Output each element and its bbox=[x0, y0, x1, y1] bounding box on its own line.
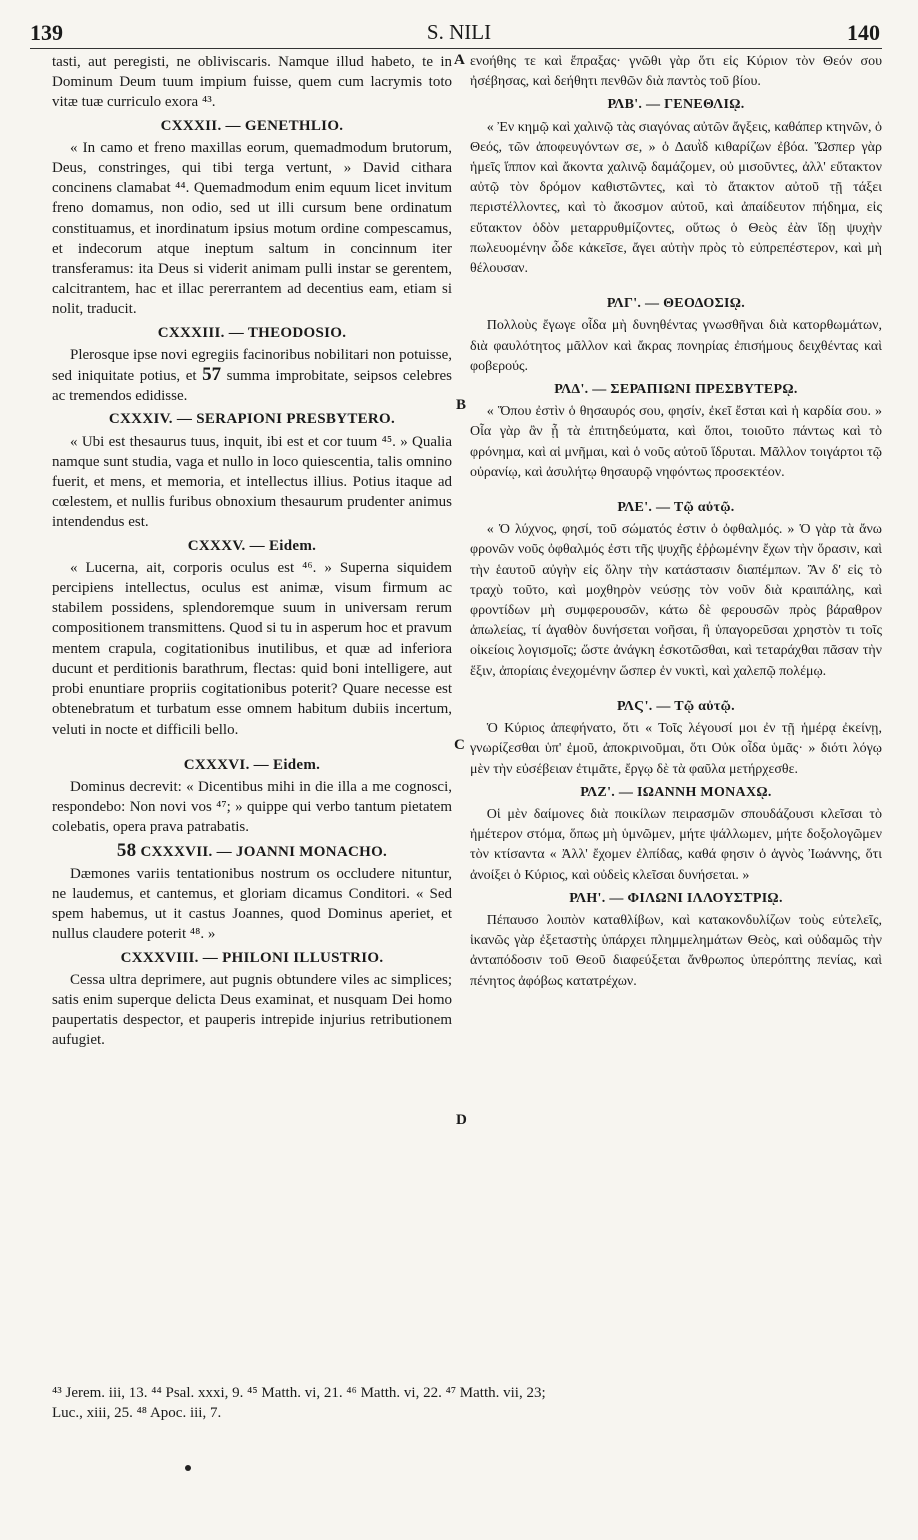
greek-heading-133: ΡΛΓ'. — ΘΕΟΔΟΣΙῼ. bbox=[606, 296, 746, 312]
greek-letter-136: Ὁ Κύριος ἀπεφήνατο, ὅτι « Τοῖς λέγουσί μοι ἐν τῇ ἡμέρᾳ ἐκείνῃ, γνωρίζεσθαι ὑπ' ἐμοῦ, ἀποκρινοῦμαι, ὅτι Οὐκ οἶδα ὑμᾶς· » διότι λόγῳ μὲν τὴν εὐσέβειαν ἐτιμᾶτε, ἔργῳ δὲ τὰ φαῦλα μετήρχεσθε. bbox=[470, 721, 882, 777]
greek-letter-138: Πέπαυσο λοιπὸν καταθλίβων, καὶ κατακονδυλίζων τοὺς εὐτελεῖς, ἱκανῶς γὰρ ἐξεταστὴς ὑπάρχει πλημμελημάτων Θεὸς, καὶ οὐδαμῶς τὴν ἀνταπόδοσιν τοῦ Θεοῦ διαφεύξεται ἄνθρωπος ὑπερόπτης πενίας, καὶ πένητος ἀφόβως κατατρέχων. bbox=[470, 912, 882, 989]
greek-letter-133: Πολλοὺς ἔγωγε οἶδα μὴ δυνηθέντας γνωσθῆναι διὰ κατορθωμάτων, διὰ φαυλότητος μᾶλλον καὶ ἄκρας πονηρίας ἐπισήμους δειχθέντας καὶ φοβερούς. bbox=[470, 318, 882, 374]
header-rule bbox=[30, 48, 882, 49]
greek-letter-134: « Ὅπου ἐστὶν ὁ θησαυρός σου, φησίν, ἐκεῖ ἔσται καὶ ἡ καρδία σου. » Οἷα γὰρ ἂν ᾖ τὰ ἐπιτηδεύματα, καὶ ὅποι, τοιοῦτο πάντως καὶ τὸ φρόνημα, καὶ αἱ μνῆμαι, καὶ ὁ νοῦς αὐτοῦ ἵδρυται. Μᾶλλον τοιγάρτοι τῷ οὐρανίῳ, καὶ ἀσυλήτῳ θησαυρῷ νηφόντως προσεκτέον. bbox=[470, 404, 882, 480]
latin-intro: tasti, aut peregisti, ne obliviscaris. Namque illud habeto, te in Dominum Deum tuum impium fuisse, quem cum lacrymis toto vitæ tuæ curriculo exora ⁴³. bbox=[52, 54, 452, 111]
right-page-number: 140 bbox=[847, 20, 880, 45]
running-title: S. NILI bbox=[426, 20, 492, 44]
greek-letter-135: « Ὁ λύχνος, φησί, τοῦ σώματός ἐστιν ὁ ὀφθαλμός. » Ὁ γὰρ τὰ ἄνω φρονῶν νοῦς ὀφθαλμός ἐστι τῆς ψυχῆς ἐῤῥωμένην ἔχων τὴν ὅρασιν, καὶ τὴν ἑαυτοῦ αὐγὴν εἰς ὅλην τὴν κατάστασιν διαπέμπων. Ἂν δ' εἰς τὸ τραχὺ τοῦτο, καὶ μοχθηρὸν νεύσῃς τὸν νοῦν διὰ κραιπάλης, καὶ φροντίδων μὴ συμφερουσῶν, κάτω δὲ φερουσῶν πρὸς βάραθρον ἀπωλείας, τί ἀγαθὸν δυνήσεται νοῆσαι, ἢ ὑπαγορεῦσαι χρηστὸν τι τοῖς οἰκείοις λογισμοῖς; ὥστε ἀνάγκη ἐσκοτῶσθαι, καὶ τεταράχθαι πᾶσαν τὴν ἕξιν, ἀπορίαις ἐνεχομένην ὥσπερ ἐν νυκτὶ, καὶ χαλεπῷ πολέμῳ. bbox=[470, 522, 882, 679]
column-number-57: 57 bbox=[202, 364, 222, 386]
latin-heading-137 bbox=[52, 841, 452, 862]
greek-heading-132: ΡΛΒ'. — ΓΕΝΕΘΛΙῼ. bbox=[607, 97, 745, 113]
footnote-line-1: ⁴³ Jerem. iii, 13. ⁴⁴ Psal. xxxi, 9. ⁴⁵ Matth. vi, 21. ⁴⁶ Matth. vi, 22. ⁴⁷ Matth. vii, 23; bbox=[52, 1385, 546, 1401]
marker-a: A bbox=[454, 52, 465, 68]
latin-letter-137: Dæmones variis tentationibus nostrum os occludere nituntur, ne laudemus, et cantemus, et gloriam dicamus Conditori. « Sed spem habemus, ut it castus Joannes, quod Dominus aperiet, et nullus claudere poterit ⁴⁸. » bbox=[52, 865, 452, 943]
greek-intro: ενοήθης τε καὶ ἔπραξας· γνῶθι γὰρ ὅτι εἰς Κύριον τὸν Θεόν σου ἠσέβησας, καὶ δεήθητι πενθῶν διὰ παντὸς τοῦ βίου. bbox=[470, 54, 882, 90]
latin-column bbox=[52, 52, 452, 1051]
latin-letter-134: « Ubi est thesaurus tuus, inquit, ibi est et cor tuum ⁴⁵. » Qualia namque sunt studia, vaga et nullo in loco quiescentia, talis omnino fuerit, et mens, et memoria, et intellectus illius. Potius itaque ad cœlestem, et nullis furibus obnoxium thesaurum prudenter animus intendendus est. bbox=[52, 433, 452, 531]
greek-heading-134: ΡΛΔ'. — ΣΕΡΑΠΙΩΝΙ ΠΡΕΣΒΥΤΕΡῼ. bbox=[554, 382, 798, 398]
latin-letter-132: « In camo et freno maxillas eorum, quemadmodum brutorum, Deus, constringes, qui tibi terga vertunt, » David cithara concinens clamabat ⁴⁴. Quemadmodum enim equum licet invitum freno domamus, non odio, sed ut illi cursum bene ordinatum constituamus, et inordinatum ipsius motum ordine compescamus, et indecorum atque ineptum saltum in concinnum iter transferamus: ita Deus si viderit animam pulli instar se gerentem, calcitrantem, hac et illac pererrantem ad decentius eam, etiam si nolit, traducit. bbox=[52, 139, 452, 318]
latin-heading-132: CXXXII. — GENETHLIO. bbox=[160, 117, 344, 134]
latin-letter-136: Dominus decrevit: « Dicentibus mihi in die illa a me cognosci, respondebo: Non novi vos ⁴⁷; » quippe qui verbo tantum pietatem colebatis, opera prava patrabatis. bbox=[52, 778, 452, 836]
latin-heading-134: CXXXIV. — SERAPIONI PRESBYTERO. bbox=[108, 411, 396, 428]
footnotes bbox=[52, 1383, 882, 1423]
latin-letter-133-text-a: Plerosque ipse novi egregiis facinoribus nobilitari non potuisse, sed iniquitate potius, et bbox=[52, 346, 452, 385]
greek-letter-137: Οἱ μὲν δαίμονες διὰ ποικίλων πειρασμῶν σπουδάζουσι κλεῖσαι τὸ ἡμέτερον στόμα, ὅπως μὴ ὑμνῶμεν, μήτε ψάλλωμεν, μήτε δοξολογῶμεν τὸν κτίσαντα « Ἀλλ' ἔχομεν ἐλπίδας, καθά φησιν ὁ ἁγνὸς Ἰωάννης, ὅτι ἀνοίξει ὁ Κύριος, καὶ οὐδεὶς κλεῖσαι δυνήσεται. » bbox=[470, 806, 882, 883]
greek-heading-138: ΡΛΗ'. — ΦΙΛΩΝΙ ΙΛΛΟΥΣΤΡΙῼ. bbox=[569, 890, 783, 906]
footnote-line-2: Luc., xiii, 25. ⁴⁸ Apoc. iii, 7. bbox=[52, 1405, 222, 1421]
greek-heading-137: ΡΛΖ'. — ΙΩΑΝΝΗ ΜΟΝΑΧῼ. bbox=[580, 784, 772, 800]
latin-heading-135: CXXXV. — Eidem. bbox=[187, 537, 317, 554]
greek-heading-135: ΡΛΕ'. — Τῷ αὐτῷ. bbox=[617, 500, 735, 516]
marker-d: D bbox=[456, 1112, 467, 1128]
column-number-58: 58 bbox=[116, 839, 137, 861]
greek-letter-132: « Ἐν κημῷ καὶ χαλινῷ τὰς σιαγόνας αὐτῶν ἄγξεις, καθάπερ κτηνῶν, ὁ Θεός, τῶν ἀποφευγόντων σε, » ὁ Δαυῒδ κιθαρίζων ἐβόα. Ὥσπερ γὰρ ἡμεῖς ἵππον καὶ ἄκοντα χαλινῷ δαμάζομεν, οὐ μισοῦντες, ἀλλ' εὔτακτον αὐτῷ τὸν δρόμον καθιστῶντες, καὶ τὸ ἄτακτον αὐτοῦ τῇ τάξει περιστέλλοντες, καὶ τὸ ἄκοσμον αὐτοῦ, καὶ ἀπαίδευτον πήδημα, εἰς εὔτακτον ὁδὸν μεταρρυθμίζοντες, οὕτως ὁ Θεὸς ἐὰν ἴδῃ ψυχὴν πωλευομένην ὧδε κἀκεῖσε, ἄγει αὐτὴν πρὸς τὸ εὐπρεπέστερον, καὶ μὴ θέλουσαν. bbox=[470, 119, 882, 277]
stray-ink-dot bbox=[185, 1465, 191, 1471]
page-header bbox=[0, 20, 918, 50]
greek-column bbox=[470, 52, 882, 992]
latin-heading-138: CXXXVIII. — PHILONI ILLUSTRIO. bbox=[120, 949, 384, 966]
latin-letter-135: « Lucerna, ait, corporis oculus est ⁴⁶. » Superna siquidem percipiens intellectus, oculus est animæ, visum firmum ac stabilem possidens, splendoremque suum in universam rerum compositionem transmittens. Quod si tu in asperum hoc et pravum mentem crapula, cogitationibus inutilibus, et quæ ad inferiora ducunt et perditionis barathrum, flectas: quid boni intelligere, aut probi enuntiare propriis cogitationibus poterit? Quare necesse est obtenebratum et turbatum esse omnem habitum dubiis incertum, veluti in nocte et difficili bello. bbox=[52, 559, 452, 738]
latin-heading-133: CXXXIII. — THEODOSIO. bbox=[157, 324, 347, 341]
marker-b: B bbox=[456, 397, 467, 413]
latin-heading-136: CXXXVI. — Eidem. bbox=[183, 756, 321, 773]
left-page-number: 139 bbox=[30, 20, 63, 45]
greek-heading-136: ΡΛϚ'. — Τῷ αὐτῷ. bbox=[617, 698, 735, 714]
latin-letter-138: Cessa ultra deprimere, aut pugnis obtundere viles ac simplices; satis enim superque delicta Deus examinat, et nusquam Dei homo paupertatis despector, et pauperis intrepide injurius retributionem aufugiet. bbox=[52, 971, 452, 1049]
latin-letter-133-text-b: summa improbitate, seipsos celebres ac tremendos edidisse. bbox=[52, 368, 453, 405]
latin-heading-137-text: CXXXVII. — JOANNI MONACHO. bbox=[140, 843, 388, 860]
latin-letter-133 bbox=[52, 345, 452, 407]
marker-c: C bbox=[454, 737, 465, 753]
